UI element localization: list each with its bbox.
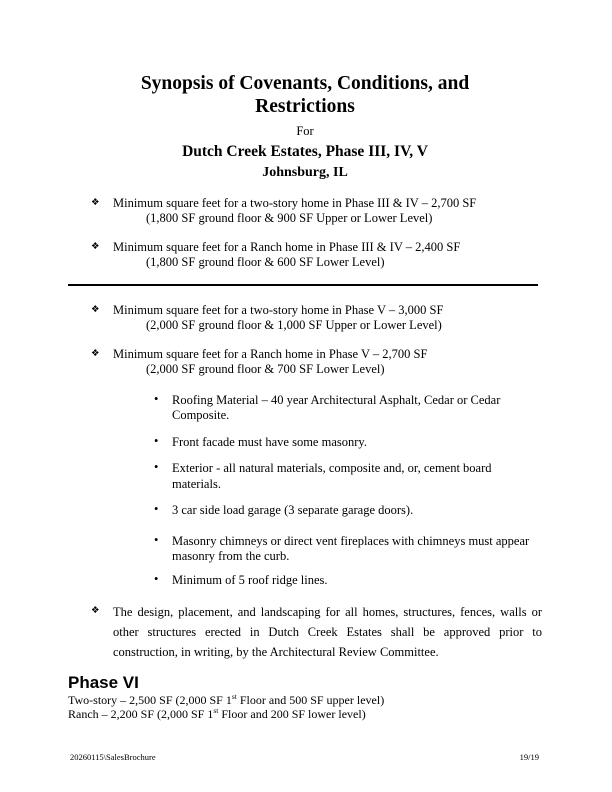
requirement-text: Minimum of 5 roof ridge lines. [172,572,328,587]
requirement-detail: (2,000 SF ground floor & 700 SF Lower Level) [146,362,385,377]
list-item [68,303,542,334]
spec-text: Floor and 500 SF upper level) [236,692,385,707]
title-line-1: Synopsis of Covenants, Conditions, and [140,73,470,94]
round-bullet-icon: • [154,460,159,475]
requirement-detail: (1,800 SF ground floor & 900 SF Upper or Lower Level) [146,211,433,226]
section-divider [68,284,538,286]
list-item [68,240,542,271]
list-item [68,503,542,519]
requirement-text: Minimum square feet for a two-story home in Phase V – 3,000 SF [113,302,444,317]
list-item [68,347,542,378]
page-number: 19/19 [519,751,539,762]
phase-5-minimums-list [68,303,542,378]
diamond-bullet-icon: ❖ [91,196,100,208]
list-item [68,534,542,565]
list-item [68,435,542,451]
requirement-detail: (2,000 SF ground floor & 1,000 SF Upper or Lower Level) [146,318,442,333]
requirement-text: Exterior - all natural materials, composite and, or, cement board materials. [172,461,492,491]
requirement-text: Masonry chimneys or direct vent fireplaces with chimneys must appear masonry from the curb. [172,533,530,564]
diamond-bullet-icon: ❖ [91,303,100,315]
phase-6-two-story-spec [68,693,542,707]
ordinal-superscript: st [231,691,237,701]
requirement-detail: (1,800 SF ground floor & 600 SF Lower Level) [146,255,385,270]
document-reference: 20260115\SalesBrochure [70,751,156,762]
list-item [68,461,542,492]
project-location: Johnsburg, IL [262,164,348,180]
requirement-text: Front facade must have some masonry. [172,434,367,449]
diamond-bullet-icon: ❖ [91,605,100,617]
requirement-text: Roofing Material – 40 year Architectural Asphalt, Cedar or Cedar Composite. [172,392,501,423]
spec-text: Floor and 200 SF lower level) [218,707,366,722]
phase-3-4-minimums-list [68,196,542,271]
phase-6-heading: Phase VI [68,673,139,693]
round-bullet-icon: • [154,391,159,406]
requirement-text: 3 car side load garage (3 separate garage doors). [172,503,414,518]
spec-text: Ranch – 2,200 SF (2,000 SF 1 [68,707,214,722]
title-line-2: Restrictions [255,96,355,118]
design-approval-text: The design, placement, and landscaping for all homes, structures, fences, walls or other structures erected in Dutch Creek Estates shall be approved prior to construction, in writing, by the Architectural Review Committee. [113,605,542,660]
design-approval-note [68,602,542,662]
diamond-bullet-icon: ❖ [91,240,100,252]
page-footer [70,753,539,762]
diamond-bullet-icon: ❖ [91,347,100,359]
construction-requirements-list [68,393,542,589]
round-bullet-icon: • [154,433,159,448]
for-label: For [296,123,314,138]
list-item [68,393,542,424]
round-bullet-icon: • [154,571,159,586]
ordinal-superscript: st [213,706,219,716]
page-title [68,72,542,119]
round-bullet-icon: • [154,532,159,547]
requirement-text: Minimum square feet for a Ranch home in Phase V – 2,700 SF [113,346,428,361]
list-item [68,573,542,589]
requirement-text: Minimum square feet for a Ranch home in Phase III & IV – 2,400 SF [113,239,461,254]
phase-6-ranch-spec [68,707,542,721]
list-item [68,196,542,227]
project-name: Dutch Creek Estates, Phase III, IV, V [182,143,428,161]
round-bullet-icon: • [154,502,159,517]
spec-text: Two-story – 2,500 SF (2,000 SF 1 [68,692,232,707]
requirement-text: Minimum square feet for a two-story home in Phase III & IV – 2,700 SF [113,195,477,210]
